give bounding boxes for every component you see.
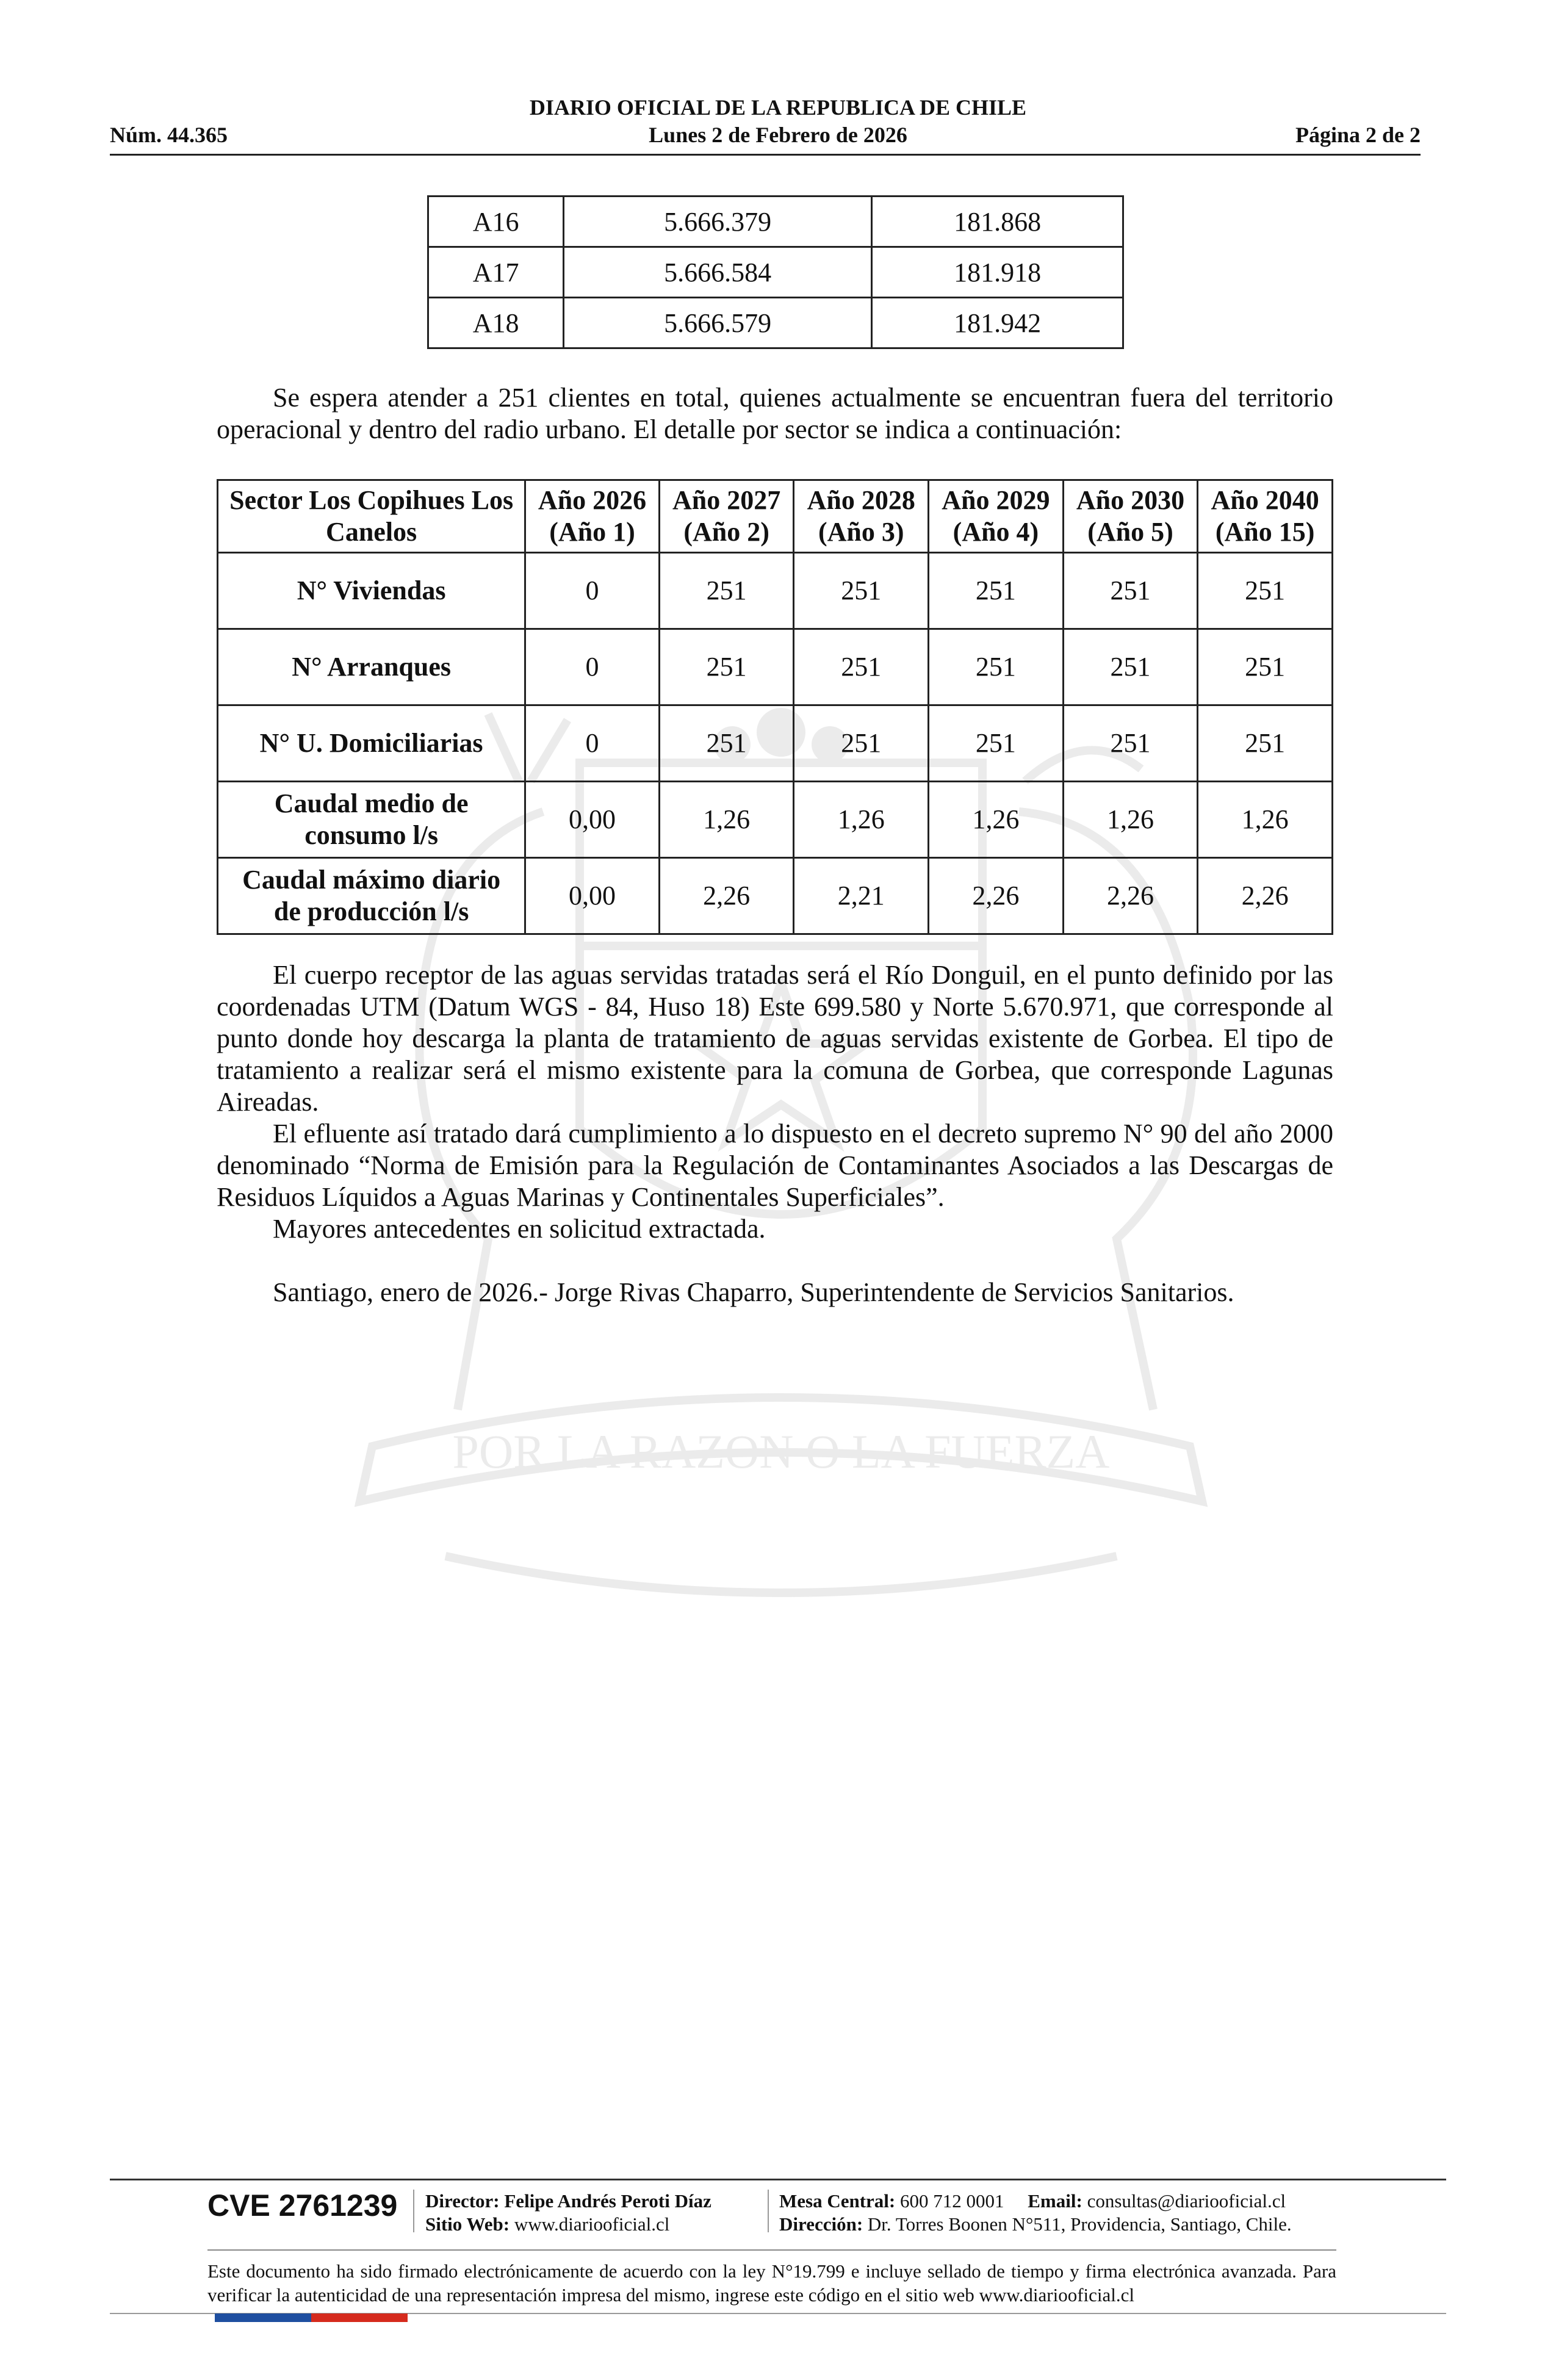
table-cell: A16 <box>428 197 564 247</box>
table-cell: 5.666.579 <box>564 298 872 348</box>
column-header-year <box>525 480 660 553</box>
header-line: (Año 5) <box>1087 517 1173 547</box>
column-header-year <box>929 480 1064 553</box>
table-cell: 0,00 <box>525 782 660 858</box>
column-header-sector <box>218 480 525 553</box>
email-link[interactable]: consultas@diariooficial.cl <box>1087 2190 1286 2212</box>
newspaper-title: DIARIO OFICIAL DE LA REPUBLICA DE CHILE <box>529 95 1027 120</box>
footer-separator <box>413 2190 414 2232</box>
director-name: Felipe Andrés Peroti Díaz <box>504 2190 711 2212</box>
flag-stripe-red <box>311 2313 408 2322</box>
legal-note: Este documento ha sido firmado electrónicamente de acuerdo con la ley N°19.799 e incluye sellado de tiempo y firma electrónica avanzada. Para verificar la autenticidad de una representación impresa del mismo, ingrese este código en el sitio web www.diariooficial.cl <box>207 2260 1336 2306</box>
header-line: Canelos <box>326 517 417 547</box>
cve-code: CVE 2761239 <box>207 2188 398 2223</box>
table-cell: 251 <box>1198 629 1333 705</box>
table-cell: 251 <box>1063 553 1198 629</box>
table-row <box>218 629 1333 705</box>
table-cell: 5.666.379 <box>564 197 872 247</box>
table-cell: 2,26 <box>929 858 1064 934</box>
row-label <box>218 858 525 934</box>
header-line: Año 2030 <box>1076 485 1185 515</box>
row-label <box>218 553 525 629</box>
column-header-year <box>794 480 929 553</box>
table-cell: 2,26 <box>659 858 794 934</box>
header-line: Año 2029 <box>942 485 1050 515</box>
footer-director-block <box>425 2190 711 2236</box>
issue-number: Núm. 44.365 <box>110 123 228 147</box>
table-cell: 2,26 <box>1063 858 1198 934</box>
header-line: Año 2040 <box>1211 485 1319 515</box>
table-cell: 1,26 <box>794 782 929 858</box>
email-label: Email: <box>1028 2190 1082 2212</box>
table-cell: 0 <box>525 629 660 705</box>
row-label-line: N° Viviendas <box>297 575 446 605</box>
table-cell: 181.868 <box>872 197 1123 247</box>
table-cell: 251 <box>659 553 794 629</box>
header-line: Año 2027 <box>672 485 781 515</box>
coordinates-table <box>427 195 1124 349</box>
row-label-line: Caudal medio de <box>274 788 469 818</box>
body-paragraphs <box>217 959 1333 1245</box>
table-cell: 251 <box>1198 705 1333 782</box>
table-cell: A17 <box>428 247 564 298</box>
table-cell: 1,26 <box>1063 782 1198 858</box>
table-cell: 0 <box>525 705 660 782</box>
signature-text: Santiago, enero de 2026.- Jorge Rivas Chaparro, Superintendente de Servicios Sanitarios. <box>273 1277 1234 1307</box>
header-line: Sector Los Copihues Los <box>229 485 514 515</box>
table-cell: 251 <box>1063 705 1198 782</box>
footer-contact-block <box>779 2190 1292 2236</box>
table-cell: 251 <box>659 705 794 782</box>
row-label <box>218 782 525 858</box>
table-cell: 251 <box>929 553 1064 629</box>
header-line: Año 2026 <box>538 485 647 515</box>
signature-block <box>217 1277 1333 1308</box>
table-row <box>428 197 1123 247</box>
row-label <box>218 629 525 705</box>
paragraph-effluent: El efluente así tratado dará cumplimiento a lo dispuesto en el decreto supremo N° 90 del año 2000 denominado “Norma de Emisión para la Regulación de Contaminantes Asociados a las Descargas de Residuos Líquidos a Aguas Marinas y Continentales Superficiales”. <box>217 1119 1333 1212</box>
table-cell: 251 <box>794 553 929 629</box>
header-line: (Año 15) <box>1215 517 1315 547</box>
row-label-line: Caudal máximo diario <box>242 865 501 895</box>
table-cell: 251 <box>929 705 1064 782</box>
header-divider <box>110 154 1421 156</box>
header-line: Año 2028 <box>807 485 915 515</box>
row-label-line: N° U. Domiciliarias <box>259 728 483 758</box>
table-cell: 251 <box>929 629 1064 705</box>
row-label <box>218 705 525 782</box>
table-cell: 251 <box>794 629 929 705</box>
table-cell: 1,26 <box>659 782 794 858</box>
phone-label: Mesa Central: <box>779 2190 896 2212</box>
motto-text: POR LA RAZON O LA FUERZA <box>452 1425 1110 1478</box>
address-label: Dirección: <box>779 2213 863 2235</box>
row-label-line: N° Arranques <box>292 652 452 682</box>
issue-date: Lunes 2 de Febrero de 2026 <box>649 123 907 147</box>
flag-stripe-blue <box>215 2313 311 2322</box>
table-cell: A18 <box>428 298 564 348</box>
phone-number: 600 712 0001 <box>900 2190 1004 2212</box>
table-row <box>218 705 1333 782</box>
website-label: Sitio Web: <box>425 2213 510 2235</box>
table-header-row <box>218 480 1333 553</box>
table-cell: 0 <box>525 553 660 629</box>
table-row <box>218 858 1333 934</box>
table-cell: 1,26 <box>1198 782 1333 858</box>
paragraph-receiving-body: El cuerpo receptor de las aguas servidas tratadas será el Río Donguil, en el punto definido por las coordenadas UTM (Datum WGS - 84, Huso 18) Este 699.580 y Norte 5.670.971, que corresponde al punto donde hoy descarga la planta de tratamiento de aguas servidas existente de Gorbea. El tipo de tratamiento a realizar será el mismo existente para la comuna de Gorbea, que corresponde Lagunas Aireadas. <box>217 960 1333 1117</box>
footer-divider <box>110 2179 1446 2180</box>
intro-text: Se espera atender a 251 clientes en total, quienes actualmente se encuentran fuera del territorio operacional y dentro del radio urbano. El detalle por sector se indica a continuación: <box>217 383 1333 444</box>
column-header-year <box>1063 480 1198 553</box>
header-line: (Año 4) <box>953 517 1039 547</box>
table-cell: 5.666.584 <box>564 247 872 298</box>
address-text: Dr. Torres Boonen N°511, Providencia, Santiago, Chile. <box>867 2213 1292 2235</box>
table-cell: 2,21 <box>794 858 929 934</box>
table-cell: 0,00 <box>525 858 660 934</box>
header-line: (Año 2) <box>683 517 769 547</box>
table-row <box>428 298 1123 348</box>
table-row <box>218 553 1333 629</box>
table-cell: 181.918 <box>872 247 1123 298</box>
column-header-year <box>1198 480 1333 553</box>
row-label-line: de producción l/s <box>273 896 469 926</box>
footer-inner-divider <box>207 2249 1336 2251</box>
table-cell: 1,26 <box>929 782 1064 858</box>
table-row <box>428 247 1123 298</box>
director-label: Director: <box>425 2190 500 2212</box>
table-cell: 251 <box>1063 629 1198 705</box>
header-line: (Año 3) <box>818 517 904 547</box>
table-cell: 251 <box>659 629 794 705</box>
footer-separator <box>768 2190 769 2232</box>
page-indicator: Página 2 de 2 <box>1295 123 1421 147</box>
column-header-year <box>659 480 794 553</box>
header-line: (Año 1) <box>549 517 635 547</box>
row-label-line: consumo l/s <box>304 820 439 850</box>
paragraph-background: Mayores antecedentes en solicitud extractada. <box>273 1214 766 1244</box>
website-link[interactable]: www.diariooficial.cl <box>514 2213 670 2235</box>
table-row <box>218 782 1333 858</box>
sector-projection-table <box>217 479 1333 935</box>
table-cell: 251 <box>1198 553 1333 629</box>
intro-paragraph <box>217 382 1333 445</box>
table-cell: 181.942 <box>872 298 1123 348</box>
table-cell: 251 <box>794 705 929 782</box>
table-cell: 2,26 <box>1198 858 1333 934</box>
